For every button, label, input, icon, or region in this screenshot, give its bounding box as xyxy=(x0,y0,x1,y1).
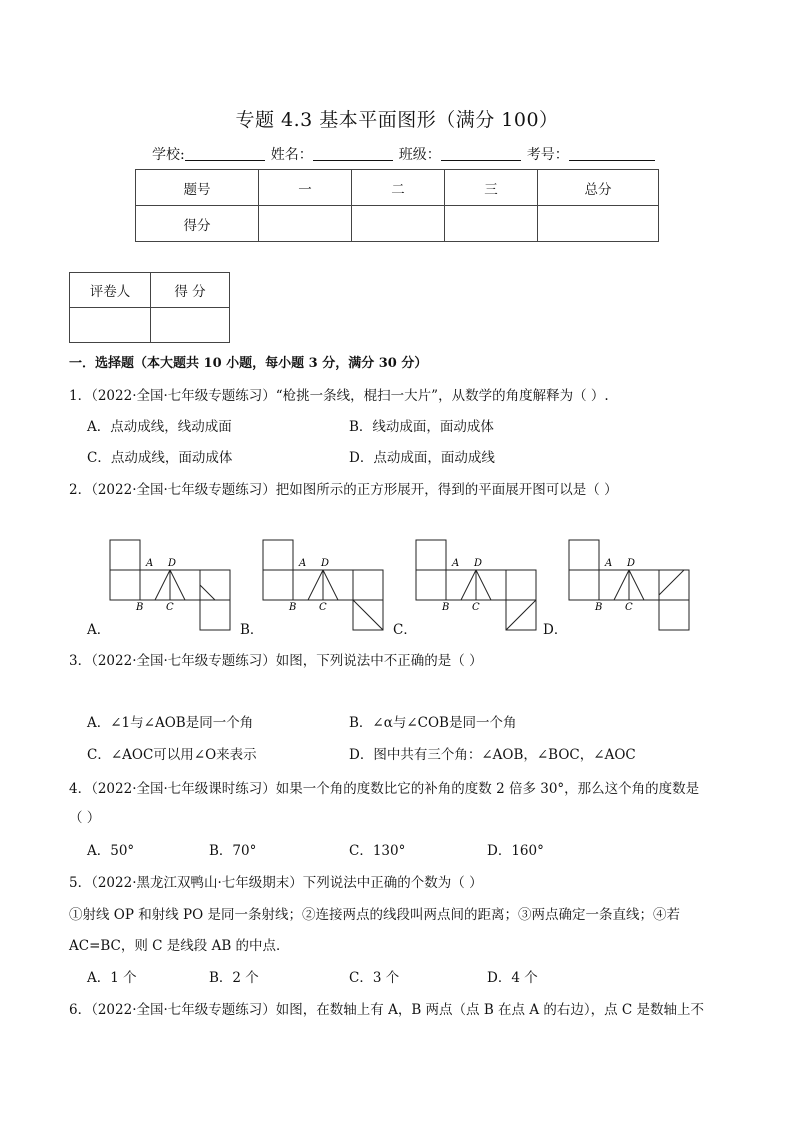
q4-option-d[interactable]: D．160° xyxy=(487,843,544,859)
point-label: C xyxy=(625,602,633,613)
grader-cell[interactable] xyxy=(151,308,230,343)
q5-option-b[interactable]: B．2 个 xyxy=(209,970,259,986)
point-label: B xyxy=(289,602,297,613)
question-5-line-1: ①射线 OP 和射线 PO 是同一条射线；②连接两点的线段叫两点间的距离；③两点确定一条直线；④若 xyxy=(69,907,680,923)
school-blank[interactable] xyxy=(185,146,265,161)
score-cell[interactable] xyxy=(259,206,352,242)
q3-option-a[interactable]: A．∠1与∠AOB是同一个角 xyxy=(87,715,254,731)
q2-option-d[interactable]: D． xyxy=(543,622,568,638)
net-figure-d xyxy=(569,540,689,630)
q2-option-c[interactable]: C． xyxy=(393,622,417,638)
q1-option-b[interactable]: B．线动成面，面动成体 xyxy=(349,419,494,435)
score-cell[interactable] xyxy=(538,206,659,242)
question-5-stem: 5．（2022·黑龙江双鸭山·七年级期末）下列说法中正确的个数为（ ） xyxy=(69,875,483,891)
question-6-stem: 6．（2022·全国·七年级专题练习）如图，在数轴上有 A，B 两点（点 B 在点 A 的右边），点 C 是数轴上不 xyxy=(69,1002,705,1018)
row-label: 得分 xyxy=(136,206,259,242)
number-blank[interactable] xyxy=(569,146,655,161)
point-label: A xyxy=(146,558,154,569)
question-3-stem: 3．（2022·全国·七年级专题练习）如图，下列说法中不正确的是（ ） xyxy=(69,653,483,669)
class-blank[interactable] xyxy=(441,146,521,161)
point-label: C xyxy=(166,602,174,613)
point-label: D xyxy=(474,558,483,569)
net-point-labels xyxy=(135,558,635,613)
point-label: A xyxy=(605,558,613,569)
section-heading: 一．选择题（本大题共 10 小题，每小题 3 分，满分 30 分） xyxy=(69,356,428,371)
name-blank[interactable] xyxy=(313,146,393,161)
point-label: C xyxy=(472,602,480,613)
score-cell[interactable] xyxy=(352,206,445,242)
header-cell: 总分 xyxy=(538,170,659,206)
q5-option-c[interactable]: C．3 个 xyxy=(349,970,400,986)
score-header-row xyxy=(136,170,659,206)
question-2-stem: 2．（2022·全国·七年级专题练习）把如图所示的正方形展开，得到的平面展开图可以是（ ） xyxy=(69,482,618,498)
grader-row xyxy=(70,308,230,343)
q1-option-c[interactable]: C．点动成线，面动成体 xyxy=(87,450,233,466)
score-table xyxy=(135,169,659,242)
q2-option-a[interactable]: A． xyxy=(87,622,111,638)
net-figure-a xyxy=(110,540,230,630)
point-label: D xyxy=(168,558,177,569)
point-label: B xyxy=(442,602,450,613)
grader-table xyxy=(69,272,230,343)
q3-option-d[interactable]: D．图中共有三个角：∠AOB，∠BOC，∠AOC xyxy=(349,747,636,763)
student-info-line xyxy=(152,144,661,164)
score-cell[interactable] xyxy=(445,206,538,242)
q4-option-a[interactable]: A．50° xyxy=(87,843,135,859)
grader-header-cell: 得 分 xyxy=(151,273,230,308)
question-1-stem: 1．（2022·全国·七年级专题练习）“枪挑一条线，棍扫一大片”，从数学的角度解释为（ ）. xyxy=(69,388,609,404)
point-label: D xyxy=(321,558,330,569)
point-label: C xyxy=(319,602,327,613)
header-cell: 题号 xyxy=(136,170,259,206)
school-label: 学校: xyxy=(152,147,185,163)
grader-header-row xyxy=(70,273,230,308)
point-label: A xyxy=(452,558,460,569)
q3-option-c[interactable]: C．∠AOC可以用∠O来表示 xyxy=(87,747,257,763)
number-label: 考号： xyxy=(526,147,569,163)
q1-option-a[interactable]: A．点动成线，线动成面 xyxy=(87,419,232,435)
point-label: A xyxy=(299,558,307,569)
question-4-stem-cont: （ ） xyxy=(69,810,101,826)
net-figure-c xyxy=(416,540,536,630)
grader-header-cell: 评卷人 xyxy=(70,273,151,308)
q1-option-d[interactable]: D．点动成面，面动成线 xyxy=(349,450,495,466)
point-label: B xyxy=(595,602,603,613)
point-label: D xyxy=(627,558,636,569)
point-label: B xyxy=(136,602,144,613)
q4-option-c[interactable]: C．130° xyxy=(349,843,406,859)
q4-option-b[interactable]: B．70° xyxy=(209,843,257,859)
name-label: 姓名： xyxy=(270,147,313,163)
header-cell: 一 xyxy=(259,170,352,206)
header-cell: 三 xyxy=(445,170,538,206)
q5-option-d[interactable]: D．4 个 xyxy=(487,970,538,986)
net-figure-b xyxy=(263,540,383,630)
page-title: 专题 4.3 基本平面图形（满分 100） xyxy=(235,109,559,131)
question-5-line-2: AC=BC，则 C 是线段 AB 的中点． xyxy=(69,938,290,954)
question-4-stem: 4．（2022·全国·七年级课时练习）如果一个角的度数比它的补角的度数 2 倍多 30°，那么这个角的度数是 xyxy=(69,781,700,797)
q2-option-b[interactable]: B． xyxy=(240,622,264,638)
header-cell: 二 xyxy=(352,170,445,206)
q5-option-a[interactable]: A．1 个 xyxy=(87,970,137,986)
q3-option-b[interactable]: B．∠α与∠COB是同一个角 xyxy=(349,715,517,731)
class-label: 班级： xyxy=(398,147,441,163)
score-row xyxy=(136,206,659,242)
grader-cell[interactable] xyxy=(70,308,151,343)
